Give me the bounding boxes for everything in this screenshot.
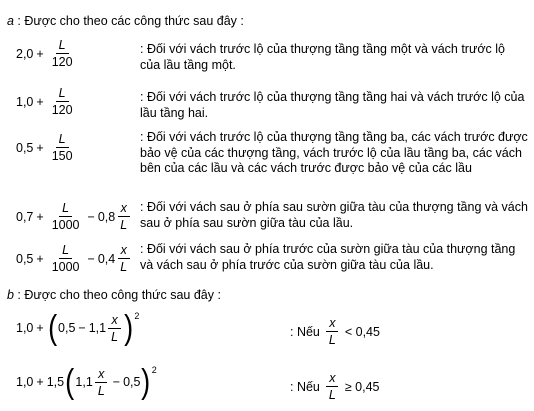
formula-operator: − bbox=[87, 251, 95, 266]
exponent: 2 bbox=[134, 311, 140, 321]
formula-operator: + bbox=[36, 209, 44, 224]
fraction-numerator: L bbox=[56, 86, 69, 102]
fraction-denominator: L bbox=[111, 329, 119, 344]
left-paren: ( bbox=[47, 309, 57, 347]
formula-fraction bbox=[49, 201, 83, 232]
formula-a2 bbox=[16, 86, 78, 117]
formula-operator: − bbox=[78, 321, 86, 335]
fraction-numerator: x bbox=[326, 371, 338, 387]
description-a1: : Đối với vách trước lộ của thượng tầng tầng một và vách trước lộ của lầu tầng một. bbox=[140, 42, 505, 72]
formula-operator: − bbox=[87, 209, 95, 224]
formula-coefficient: 1,5 bbox=[46, 375, 65, 389]
condition-fraction bbox=[326, 371, 339, 402]
formula-operator: − bbox=[112, 375, 121, 389]
fraction-numerator: x bbox=[108, 313, 120, 329]
formula-term: 0,5 bbox=[58, 321, 76, 335]
formula-a4 bbox=[16, 201, 132, 232]
condition-label: : Nếu bbox=[290, 379, 320, 394]
left-paren: ( bbox=[65, 363, 75, 401]
part-a-heading bbox=[7, 14, 244, 28]
condition-b1 bbox=[290, 316, 380, 347]
description-a3: : Đối với vách trước lộ của thượng tầng tầng ba, các vách trước được bảo vệ của các thượng tầng, vách trước lộ của lầu tầng ba, các vách bên của các lầu và các vách trước được bảo vệ của các lầu bbox=[140, 130, 528, 175]
right-paren: ) bbox=[124, 309, 134, 347]
formula-constant: 0,5 bbox=[16, 140, 34, 155]
condition-relation: < 0,45 bbox=[344, 324, 380, 339]
formula-fraction bbox=[95, 367, 108, 398]
right-paren: ) bbox=[141, 363, 151, 401]
formula-coefficient: 0,8 bbox=[97, 209, 116, 224]
fraction-denominator: 1000 bbox=[51, 260, 80, 274]
fraction-numerator: L bbox=[56, 38, 69, 54]
formula-fraction bbox=[49, 86, 76, 117]
fraction-numerator: L bbox=[59, 201, 72, 217]
exponent: 2 bbox=[151, 365, 157, 375]
part-b-heading bbox=[7, 288, 221, 302]
formula-fraction bbox=[117, 243, 130, 274]
condition-b2 bbox=[290, 371, 380, 402]
formula-coefficient: 1,1 bbox=[75, 375, 93, 389]
part-b-letter: b bbox=[7, 288, 14, 302]
fraction-numerator: x bbox=[326, 316, 338, 332]
fraction-numerator: L bbox=[59, 243, 72, 259]
formula-constant: 1,0 bbox=[16, 375, 34, 389]
condition-relation: ≥ 0,45 bbox=[344, 379, 380, 394]
formula-a3 bbox=[16, 132, 78, 163]
part-a-letter: a bbox=[7, 14, 14, 28]
fraction-numerator: L bbox=[56, 132, 69, 148]
fraction-denominator: 120 bbox=[51, 103, 73, 117]
formula-fraction bbox=[49, 243, 83, 274]
formula-coefficient: 0,4 bbox=[97, 251, 116, 266]
formula-b1 bbox=[16, 311, 139, 345]
fraction-denominator: 150 bbox=[51, 149, 73, 163]
formula-a1 bbox=[16, 38, 78, 69]
fraction-denominator: L bbox=[120, 260, 128, 274]
fraction-denominator: L bbox=[328, 388, 336, 402]
formula-term: 0,5 bbox=[123, 375, 141, 389]
formula-constant: 0,7 bbox=[16, 209, 34, 224]
formula-operator: + bbox=[36, 140, 44, 155]
fraction-denominator: 1000 bbox=[51, 218, 80, 232]
formula-b2 bbox=[16, 365, 157, 399]
formula-operator: + bbox=[36, 375, 44, 389]
fraction-denominator: L bbox=[97, 383, 105, 398]
description-a5: : Đối với vách sau ở phía trước của sườn giữa tàu của thượng tầng và vách sau ở phía trước của sườn giữa tàu của lầu. bbox=[140, 242, 516, 272]
formula-fraction bbox=[49, 132, 76, 163]
formula-a5 bbox=[16, 243, 132, 274]
formula-operator: + bbox=[36, 94, 44, 109]
formula-fraction bbox=[117, 201, 130, 232]
fraction-numerator: x bbox=[118, 243, 130, 259]
formula-constant: 0,5 bbox=[16, 251, 34, 266]
formula-fraction bbox=[108, 313, 121, 344]
fraction-numerator: x bbox=[118, 201, 130, 217]
fraction-numerator: x bbox=[95, 367, 107, 383]
condition-fraction bbox=[326, 316, 339, 347]
formula-operator: + bbox=[36, 321, 44, 335]
fraction-denominator: L bbox=[120, 218, 128, 232]
condition-label: : Nếu bbox=[290, 324, 320, 339]
formula-coefficient: 1,1 bbox=[88, 321, 107, 335]
part-b-heading-text: : Được cho theo công thức sau đây : bbox=[13, 288, 221, 302]
description-a4: : Đối với vách sau ở phía sau sườn giữa tàu của thượng tầng và vách sau ở phía sau sườn giữa tàu của lầu. bbox=[140, 200, 528, 230]
formula-operator: + bbox=[36, 251, 44, 266]
formula-constant: 2,0 bbox=[16, 46, 34, 61]
fraction-denominator: 120 bbox=[51, 55, 73, 69]
formula-constant: 1,0 bbox=[16, 94, 34, 109]
formula-operator: + bbox=[36, 46, 44, 61]
formula-fraction bbox=[49, 38, 76, 69]
description-a2: : Đối với vách trước lộ của thượng tầng tầng hai và vách trước lộ của lầu tầng hai. bbox=[140, 90, 525, 120]
part-a-heading-text: : Được cho theo các công thức sau đây : bbox=[13, 14, 244, 28]
fraction-denominator: L bbox=[328, 333, 336, 347]
formula-constant: 1,0 bbox=[16, 321, 34, 335]
